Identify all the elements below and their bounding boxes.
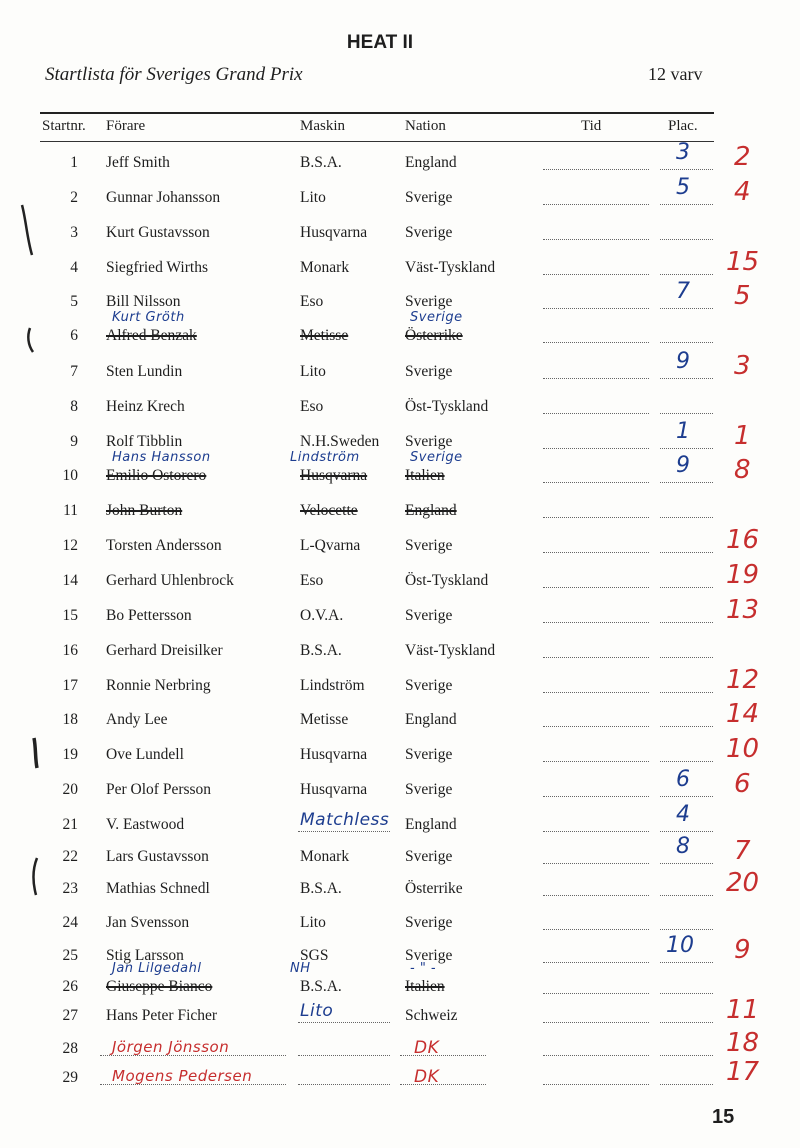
result-position: 13 xyxy=(726,595,760,625)
binder-hole-mark xyxy=(28,328,33,352)
start-number: 23 xyxy=(62,880,78,897)
binder-hole-mark xyxy=(33,858,37,895)
start-number: 18 xyxy=(62,711,78,728)
header-place: Plac. xyxy=(668,118,698,134)
start-number: 8 xyxy=(70,398,78,415)
start-number: 20 xyxy=(62,781,78,798)
machine-name: O.V.A. xyxy=(300,607,344,624)
finishing-place: 8 xyxy=(676,834,690,859)
start-number: 26 xyxy=(62,978,78,995)
start-number: 17 xyxy=(62,677,78,694)
result-position: 18 xyxy=(726,1028,760,1058)
nation-name: Väst-Tyskland xyxy=(405,259,496,276)
nation-name: Öst-Tyskland xyxy=(405,398,489,415)
finishing-place: 9 xyxy=(676,349,690,374)
start-number: 1 xyxy=(70,154,78,171)
machine-name: Lito xyxy=(300,914,326,931)
start-number: 28 xyxy=(62,1040,78,1057)
result-position: 1 xyxy=(734,421,751,451)
machine-name: Husqvarna xyxy=(300,224,368,241)
page-number: 15 xyxy=(712,1106,735,1128)
rider-name: Emilio Ostorero xyxy=(106,467,207,484)
header-rider: Förare xyxy=(106,118,146,134)
rider-name: John Burton xyxy=(106,502,183,519)
start-number: 5 xyxy=(70,293,78,310)
result-position: 6 xyxy=(734,769,751,799)
machine-name: Metisse xyxy=(300,711,349,728)
start-number: 25 xyxy=(62,947,78,964)
handwritten-machine: NH xyxy=(290,961,311,976)
handwritten-rider: Mogens Pedersen xyxy=(112,1067,253,1085)
start-number: 7 xyxy=(70,363,78,380)
machine-name: Lindström xyxy=(300,677,365,694)
start-number: 15 xyxy=(62,607,78,624)
machine-name: Husqvarna xyxy=(300,781,368,798)
rider-name: Ove Lundell xyxy=(106,746,184,763)
result-position: 10 xyxy=(726,734,760,764)
result-position: 9 xyxy=(734,935,751,965)
machine-name: Monark xyxy=(300,259,350,276)
rider-name: Stig Larsson xyxy=(106,947,184,964)
handwritten-rider: Kurt Gröth xyxy=(112,310,185,325)
start-number: 3 xyxy=(70,224,78,241)
finishing-place: 6 xyxy=(676,767,690,792)
rider-name: Per Olof Persson xyxy=(106,781,212,798)
rider-name: Gerhard Dreisilker xyxy=(106,642,223,659)
header-time: Tid xyxy=(581,118,602,134)
result-position: 7 xyxy=(734,836,751,866)
nation-name: Sverige xyxy=(405,189,453,206)
machine-name: SGS xyxy=(300,947,329,964)
finishing-place: 7 xyxy=(676,279,690,304)
result-position: 15 xyxy=(726,247,760,277)
start-number: 6 xyxy=(70,327,78,344)
finishing-place: 1 xyxy=(676,419,690,444)
result-position: 14 xyxy=(726,699,760,729)
nation-name: Sverige xyxy=(405,537,453,554)
handwritten-rider: Jörgen Jönsson xyxy=(112,1038,230,1056)
start-number: 21 xyxy=(62,816,78,833)
machine-name: L-Qvarna xyxy=(300,537,361,554)
start-number: 27 xyxy=(62,1007,78,1024)
finishing-place: 10 xyxy=(666,933,694,958)
nation-name: Italien xyxy=(405,978,445,995)
machine-name: Velocette xyxy=(300,502,358,519)
rider-name: Jeff Smith xyxy=(106,154,170,171)
result-position: 5 xyxy=(734,281,751,311)
machine-name: Eso xyxy=(300,398,324,415)
result-position: 3 xyxy=(734,351,751,381)
nation-name: Sverige xyxy=(405,677,453,694)
nation-name: Sverige xyxy=(405,293,453,310)
header-nation: Nation xyxy=(405,118,446,134)
handwritten-nation: Sverige xyxy=(410,310,463,325)
rider-name: Sten Lundin xyxy=(106,363,183,380)
binder-hole-mark xyxy=(34,738,37,768)
nation-name: England xyxy=(405,711,457,728)
rider-name: Andy Lee xyxy=(106,711,168,728)
start-number: 10 xyxy=(62,467,78,484)
result-position: 20 xyxy=(726,868,760,898)
rider-name: Alfred Benzak xyxy=(106,327,197,344)
nation-name: Sverige xyxy=(405,433,453,450)
heat-title: HEAT II xyxy=(346,32,414,53)
machine-name: Husqvarna xyxy=(300,467,368,484)
machine-name: B.S.A. xyxy=(300,978,342,995)
start-number: 9 xyxy=(70,433,78,450)
rider-name: Siegfried Wirths xyxy=(106,259,208,276)
finishing-place: 9 xyxy=(676,453,690,478)
finishing-place: 4 xyxy=(676,802,690,827)
rider-name: Gunnar Johansson xyxy=(106,189,221,206)
machine-name: Eso xyxy=(300,572,324,589)
rider-name: Gerhard Uhlenbrock xyxy=(106,572,234,589)
rider-name: Kurt Gustavsson xyxy=(106,224,210,241)
start-number: 12 xyxy=(62,537,78,554)
nation-name: Sverige xyxy=(405,363,453,380)
rider-name: Giuseppe Bianco xyxy=(106,978,213,995)
handwritten-machine: Lindström xyxy=(290,450,360,465)
nation-name: Sverige xyxy=(405,781,453,798)
rider-name: Mathias Schnedl xyxy=(106,880,210,897)
result-position: 4 xyxy=(734,177,751,207)
nation-name: Sverige xyxy=(405,947,453,964)
machine-name: Husqvarna xyxy=(300,746,368,763)
nation-name: Sverige xyxy=(405,224,453,241)
binder-hole-mark xyxy=(22,205,32,255)
finishing-place: 5 xyxy=(676,175,690,200)
start-number: 11 xyxy=(63,502,78,519)
result-position: 19 xyxy=(726,560,760,590)
header-machine: Maskin xyxy=(300,118,345,134)
machine-name: Lito xyxy=(300,189,326,206)
page-subtitle: Startlista för Sveriges Grand Prix xyxy=(45,64,303,85)
start-number: 19 xyxy=(62,746,78,763)
nation-name: Österrike xyxy=(405,880,463,897)
start-number: 29 xyxy=(62,1069,78,1086)
handwritten-nation: Sverige xyxy=(410,450,463,465)
rider-name: Hans Peter Ficher xyxy=(106,1007,218,1024)
handwritten-nation: DK xyxy=(414,1038,440,1058)
start-number: 22 xyxy=(62,848,78,865)
start-number: 14 xyxy=(62,572,78,589)
machine-name: B.S.A. xyxy=(300,880,342,897)
result-position: 8 xyxy=(734,455,751,485)
nation-name: Italien xyxy=(405,467,445,484)
rider-name: Ronnie Nerbring xyxy=(106,677,211,694)
result-position: 12 xyxy=(726,665,760,695)
handwritten-machine: Lito xyxy=(300,1001,334,1021)
nation-name: England xyxy=(405,502,457,519)
finishing-place: 3 xyxy=(676,140,690,165)
start-number: 4 xyxy=(70,259,78,276)
machine-name: Eso xyxy=(300,293,324,310)
result-position: 17 xyxy=(726,1057,760,1087)
nation-name: Väst-Tyskland xyxy=(405,642,496,659)
machine-name: Metisse xyxy=(300,327,349,344)
handwritten-rider: Hans Hansson xyxy=(112,450,211,465)
result-position: 11 xyxy=(726,995,760,1025)
handwritten-nation: - " - xyxy=(410,961,437,976)
machine-name: B.S.A. xyxy=(300,642,342,659)
machine-name: B.S.A. xyxy=(300,154,342,171)
rider-name: Lars Gustavsson xyxy=(106,848,209,865)
nation-name: Schweiz xyxy=(405,1007,458,1024)
start-number: 2 xyxy=(70,189,78,206)
handwritten-nation: DK xyxy=(414,1067,440,1087)
handwritten-rider: Jan Lilgedahl xyxy=(112,961,202,976)
nation-name: Sverige xyxy=(405,607,453,624)
laps-label: 12 varv xyxy=(648,64,703,84)
rider-name: Jan Svensson xyxy=(106,914,190,931)
rider-name: Heinz Krech xyxy=(106,398,185,415)
rider-name: Bill Nilsson xyxy=(106,293,181,310)
nation-name: England xyxy=(405,816,457,833)
nation-name: England xyxy=(405,154,457,171)
nation-name: Sverige xyxy=(405,848,453,865)
nation-name: Österrike xyxy=(405,327,463,344)
header-startnr: Startnr. xyxy=(42,118,86,134)
rider-name: Rolf Tibblin xyxy=(106,433,183,450)
result-position: 16 xyxy=(726,525,760,555)
handwritten-machine: Matchless xyxy=(300,810,390,830)
rider-name: Torsten Andersson xyxy=(106,537,222,554)
start-number: 24 xyxy=(62,914,78,931)
rider-name: V. Eastwood xyxy=(106,816,185,833)
result-position: 2 xyxy=(734,142,751,172)
start-number: 16 xyxy=(62,642,78,659)
machine-name: Lito xyxy=(300,363,326,380)
nation-name: Sverige xyxy=(405,914,453,931)
machine-name: Monark xyxy=(300,848,350,865)
nation-name: Öst-Tyskland xyxy=(405,572,489,589)
machine-name: N.H.Sweden xyxy=(300,433,380,450)
rider-name: Bo Pettersson xyxy=(106,607,192,624)
nation-name: Sverige xyxy=(405,746,453,763)
